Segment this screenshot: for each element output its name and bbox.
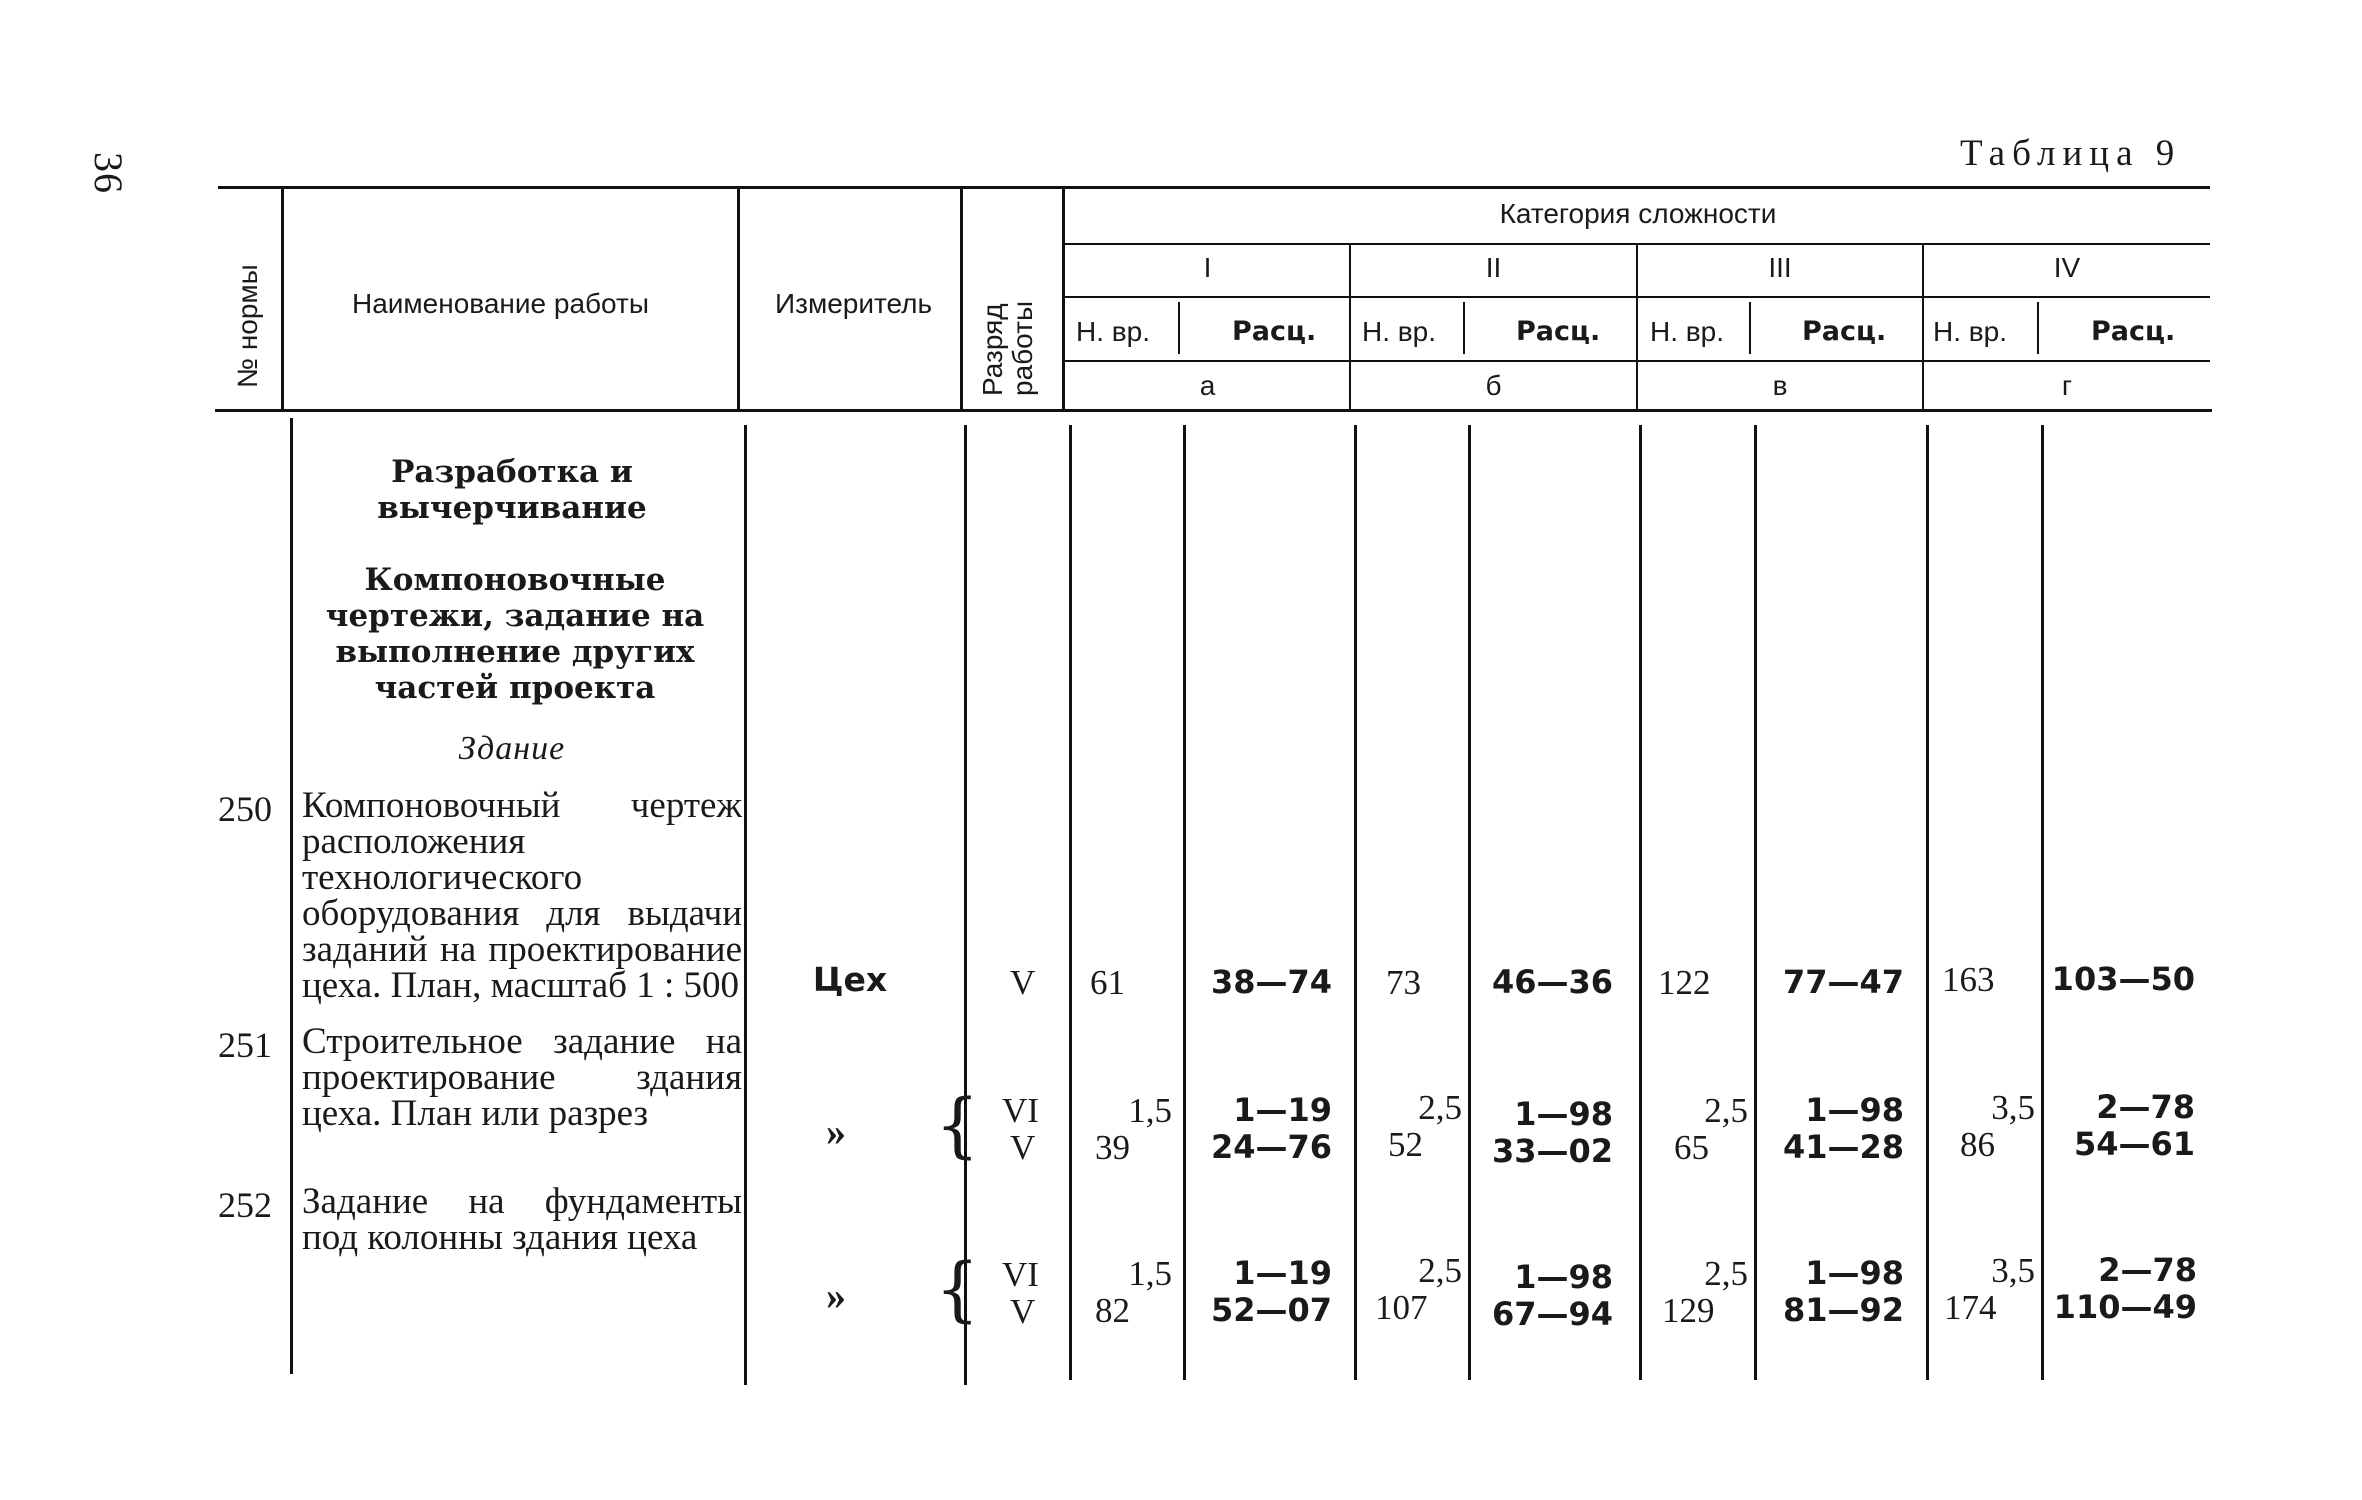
time-cell: 82 [1095,1291,1130,1330]
group-header: Категория сложности [1499,198,1777,229]
body-divider [1354,425,1357,1380]
time-cell: 1,5 [1128,1254,1172,1293]
rate-cell: 54—61 [2073,1125,2195,1163]
section-title-2: Компоновочные чертежи, задание на выполнение других частей проекта [325,562,705,706]
row-grade: V [1010,1128,1036,1167]
letter-v: в [1772,370,1788,401]
time-cell: 2,5 [1418,1088,1462,1127]
sub-rate: Расц. [2091,316,2176,347]
rate-cell: 77—47 [1782,963,1904,1001]
page-number: 36 [86,152,131,194]
sub-rate: Расц. [1802,316,1887,347]
row-description: Строительное задание на проектирование здания цеха. План или разрез [302,1021,742,1134]
row-grade: V [1010,1292,1036,1331]
row-unit: Цех [812,960,888,999]
rate-cell: 33—02 [1491,1132,1613,1170]
time-cell: 61 [1090,963,1125,1002]
category-III: III [1768,252,1792,283]
body-divider [290,418,293,1374]
category-I: I [1203,252,1212,283]
body-divider [744,425,747,1385]
body-divider [1926,425,1929,1380]
time-cell: 1,5 [1128,1091,1172,1130]
header-divider [281,188,284,411]
row-grade: VI [1002,1255,1039,1294]
table-top-rule [218,186,2210,189]
time-cell: 73 [1386,963,1421,1002]
row-grade: VI [1002,1091,1039,1130]
rate-cell: 38—74 [1210,963,1332,1001]
rate-cell: 110—49 [2053,1288,2197,1326]
brace: { [935,1084,980,1166]
time-cell: 2,5 [1418,1251,1462,1290]
time-cell: 2,5 [1704,1091,1748,1130]
time-cell: 3,5 [1991,1088,2035,1127]
body-divider [1754,425,1757,1380]
row-description: Задание на фундаменты под колонны здания цеха [302,1181,742,1258]
rate-cell: 1—98 [1805,1254,1904,1292]
rate-cell: 1—98 [1514,1095,1613,1133]
rate-cell: 1—98 [1514,1258,1613,1296]
header-bottom-rule [215,409,2212,412]
time-cell: 65 [1674,1128,1709,1167]
rate-cell: 67—94 [1491,1295,1613,1333]
body-divider [964,425,967,1385]
sub-time: Н. вр. [1362,316,1437,347]
header-divider [1463,302,1465,354]
body-divider [1183,425,1186,1380]
col-header-unit: Измеритель [775,288,933,319]
col-header-norm-no: № нормы [232,264,263,388]
body-divider [1639,425,1642,1380]
body-divider [1468,425,1471,1380]
table-title: Таблица 9 [1960,133,2182,174]
time-cell: 2,5 [1704,1254,1748,1293]
sub-time: Н. вр. [1933,316,2008,347]
category-II: II [1485,252,1502,283]
time-cell: 122 [1658,963,1711,1002]
letter-a: а [1199,370,1216,401]
category-IV: IV [2053,252,2081,283]
header-divider [1062,188,1065,411]
section-subtitle: Здание [458,730,566,767]
time-cell: 3,5 [1991,1251,2035,1290]
sub-rate: Расц. [1232,316,1317,347]
time-cell: 86 [1960,1125,1995,1164]
row-number: 251 [218,1025,272,1065]
time-cell: 52 [1388,1125,1423,1164]
header-divider [2037,302,2039,354]
body-divider [1069,425,1072,1380]
col-header-grade: Разряд работы [977,300,1038,396]
rate-cell: 46—36 [1491,963,1613,1001]
brace: { [935,1248,980,1330]
row-unit-ditto: » [826,1273,846,1318]
letter-g: г [2061,370,2073,401]
letter-b: б [1485,370,1502,401]
sub-time: Н. вр. [1076,316,1151,347]
rate-cell: 24—76 [1210,1128,1332,1166]
sub-rate: Расц. [1516,316,1601,347]
header-divider [960,188,963,411]
rate-cell: 1—19 [1233,1254,1332,1292]
row-number: 250 [218,789,272,829]
time-cell: 39 [1095,1128,1130,1167]
time-cell: 174 [1944,1288,1997,1327]
sub-time: Н. вр. [1650,316,1725,347]
rate-cell: 81—92 [1782,1291,1904,1329]
header-divider [1749,302,1751,354]
rate-cell: 52—07 [1210,1291,1332,1329]
rate-cell: 2—78 [2096,1088,2195,1126]
rate-cell: 41—28 [1782,1128,1904,1166]
row-unit-ditto: » [826,1109,846,1154]
rate-cell: 1—19 [1233,1091,1332,1129]
rate-cell: 103—50 [2051,960,2195,998]
row-grade: V [1010,963,1036,1002]
rate-cell: 2—78 [2098,1251,2197,1289]
row-number: 252 [218,1185,272,1225]
time-cell: 163 [1942,960,1995,999]
header-divider [737,188,740,411]
time-cell: 107 [1375,1288,1428,1327]
col-header-name: Наименование работы [352,288,649,319]
time-cell: 129 [1662,1291,1715,1330]
row-description: Компоновочный чертеж расположения технологического оборудования для выдачи заданий на проектирование цеха. План, масштаб 1 : 500 [302,785,742,1006]
body-divider [2041,425,2044,1380]
header-divider [1178,302,1180,354]
rate-cell: 1—98 [1805,1091,1904,1129]
section-title-1: Разработка и вычерчивание [377,454,647,526]
